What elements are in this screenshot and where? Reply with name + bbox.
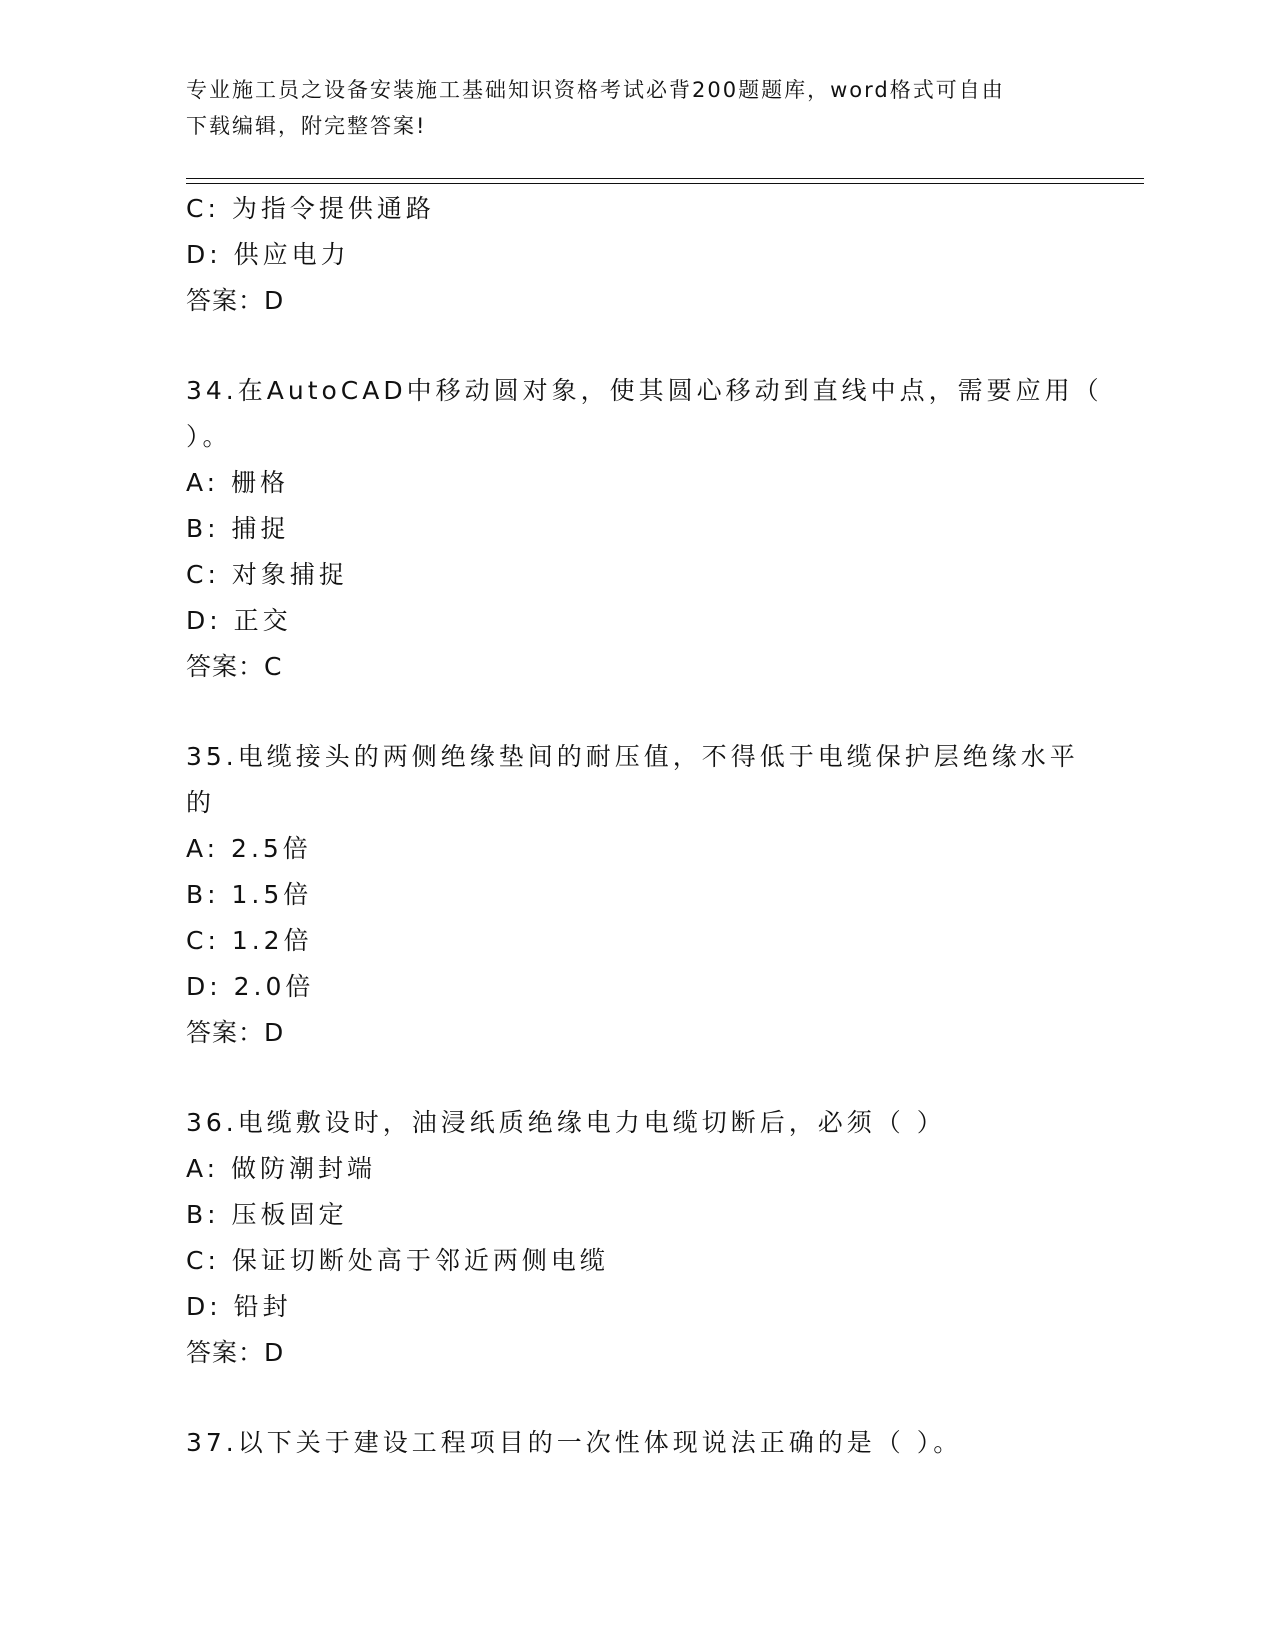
question-33-tail — [186, 186, 1086, 324]
option-c: C: 1.2倍 — [186, 926, 313, 955]
question-stem: 35.电缆接头的两侧绝缘垫间的耐压值，不得低于电缆保护层绝缘水平 — [186, 742, 1079, 771]
question-list — [186, 186, 1103, 1466]
question-37 — [186, 1420, 1086, 1466]
question-36 — [186, 1100, 1086, 1376]
question-35 — [186, 734, 1086, 1056]
document-header — [186, 72, 1086, 144]
option-b: B: 捕捉 — [186, 514, 290, 543]
question-stem-continued: 的 — [186, 788, 216, 817]
option-b: B: 1.5倍 — [186, 880, 313, 909]
option-d: D: 正交 — [186, 606, 292, 635]
answer-line: 答案：C — [186, 652, 283, 681]
option-a: A: 做防潮封端 — [186, 1154, 377, 1183]
header-divider-top — [186, 178, 1144, 179]
option-b: B: 压板固定 — [186, 1200, 348, 1229]
question-stem: 36.电缆敷设时，油浸纸质绝缘电力电缆切断后，必须（ ） — [186, 1108, 946, 1137]
answer-line: 答案：D — [186, 1018, 285, 1047]
question-stem-continued: ）。 — [186, 422, 232, 451]
header-title-line1: 专业施工员之设备安装施工基础知识资格考试必背200题题库，word格式可自由 — [186, 78, 1005, 102]
option-a: A: 栅格 — [186, 468, 290, 497]
question-stem: 34.在AutoCAD中移动圆对象，使其圆心移动到直线中点，需要应用（ — [186, 376, 1103, 405]
answer-line: 答案：D — [186, 1338, 285, 1367]
option-a: A: 2.5倍 — [186, 834, 312, 863]
option-d: D: 铅封 — [186, 1292, 292, 1321]
header-divider-bottom — [186, 183, 1144, 184]
answer-line: 答案：D — [186, 286, 285, 315]
option-d: D: 2.0倍 — [186, 972, 315, 1001]
option-c: C: 对象捕捉 — [186, 560, 348, 589]
question-34 — [186, 368, 1103, 690]
option-d: D: 供应电力 — [186, 240, 350, 269]
header-title-line2: 下载编辑，附完整答案! — [186, 114, 427, 138]
question-stem: 37.以下关于建设工程项目的一次性体现说法正确的是（ ）。 — [186, 1428, 963, 1457]
option-c: C: 保证切断处高于邻近两侧电缆 — [186, 1246, 609, 1275]
option-c: C: 为指令提供通路 — [186, 194, 435, 223]
